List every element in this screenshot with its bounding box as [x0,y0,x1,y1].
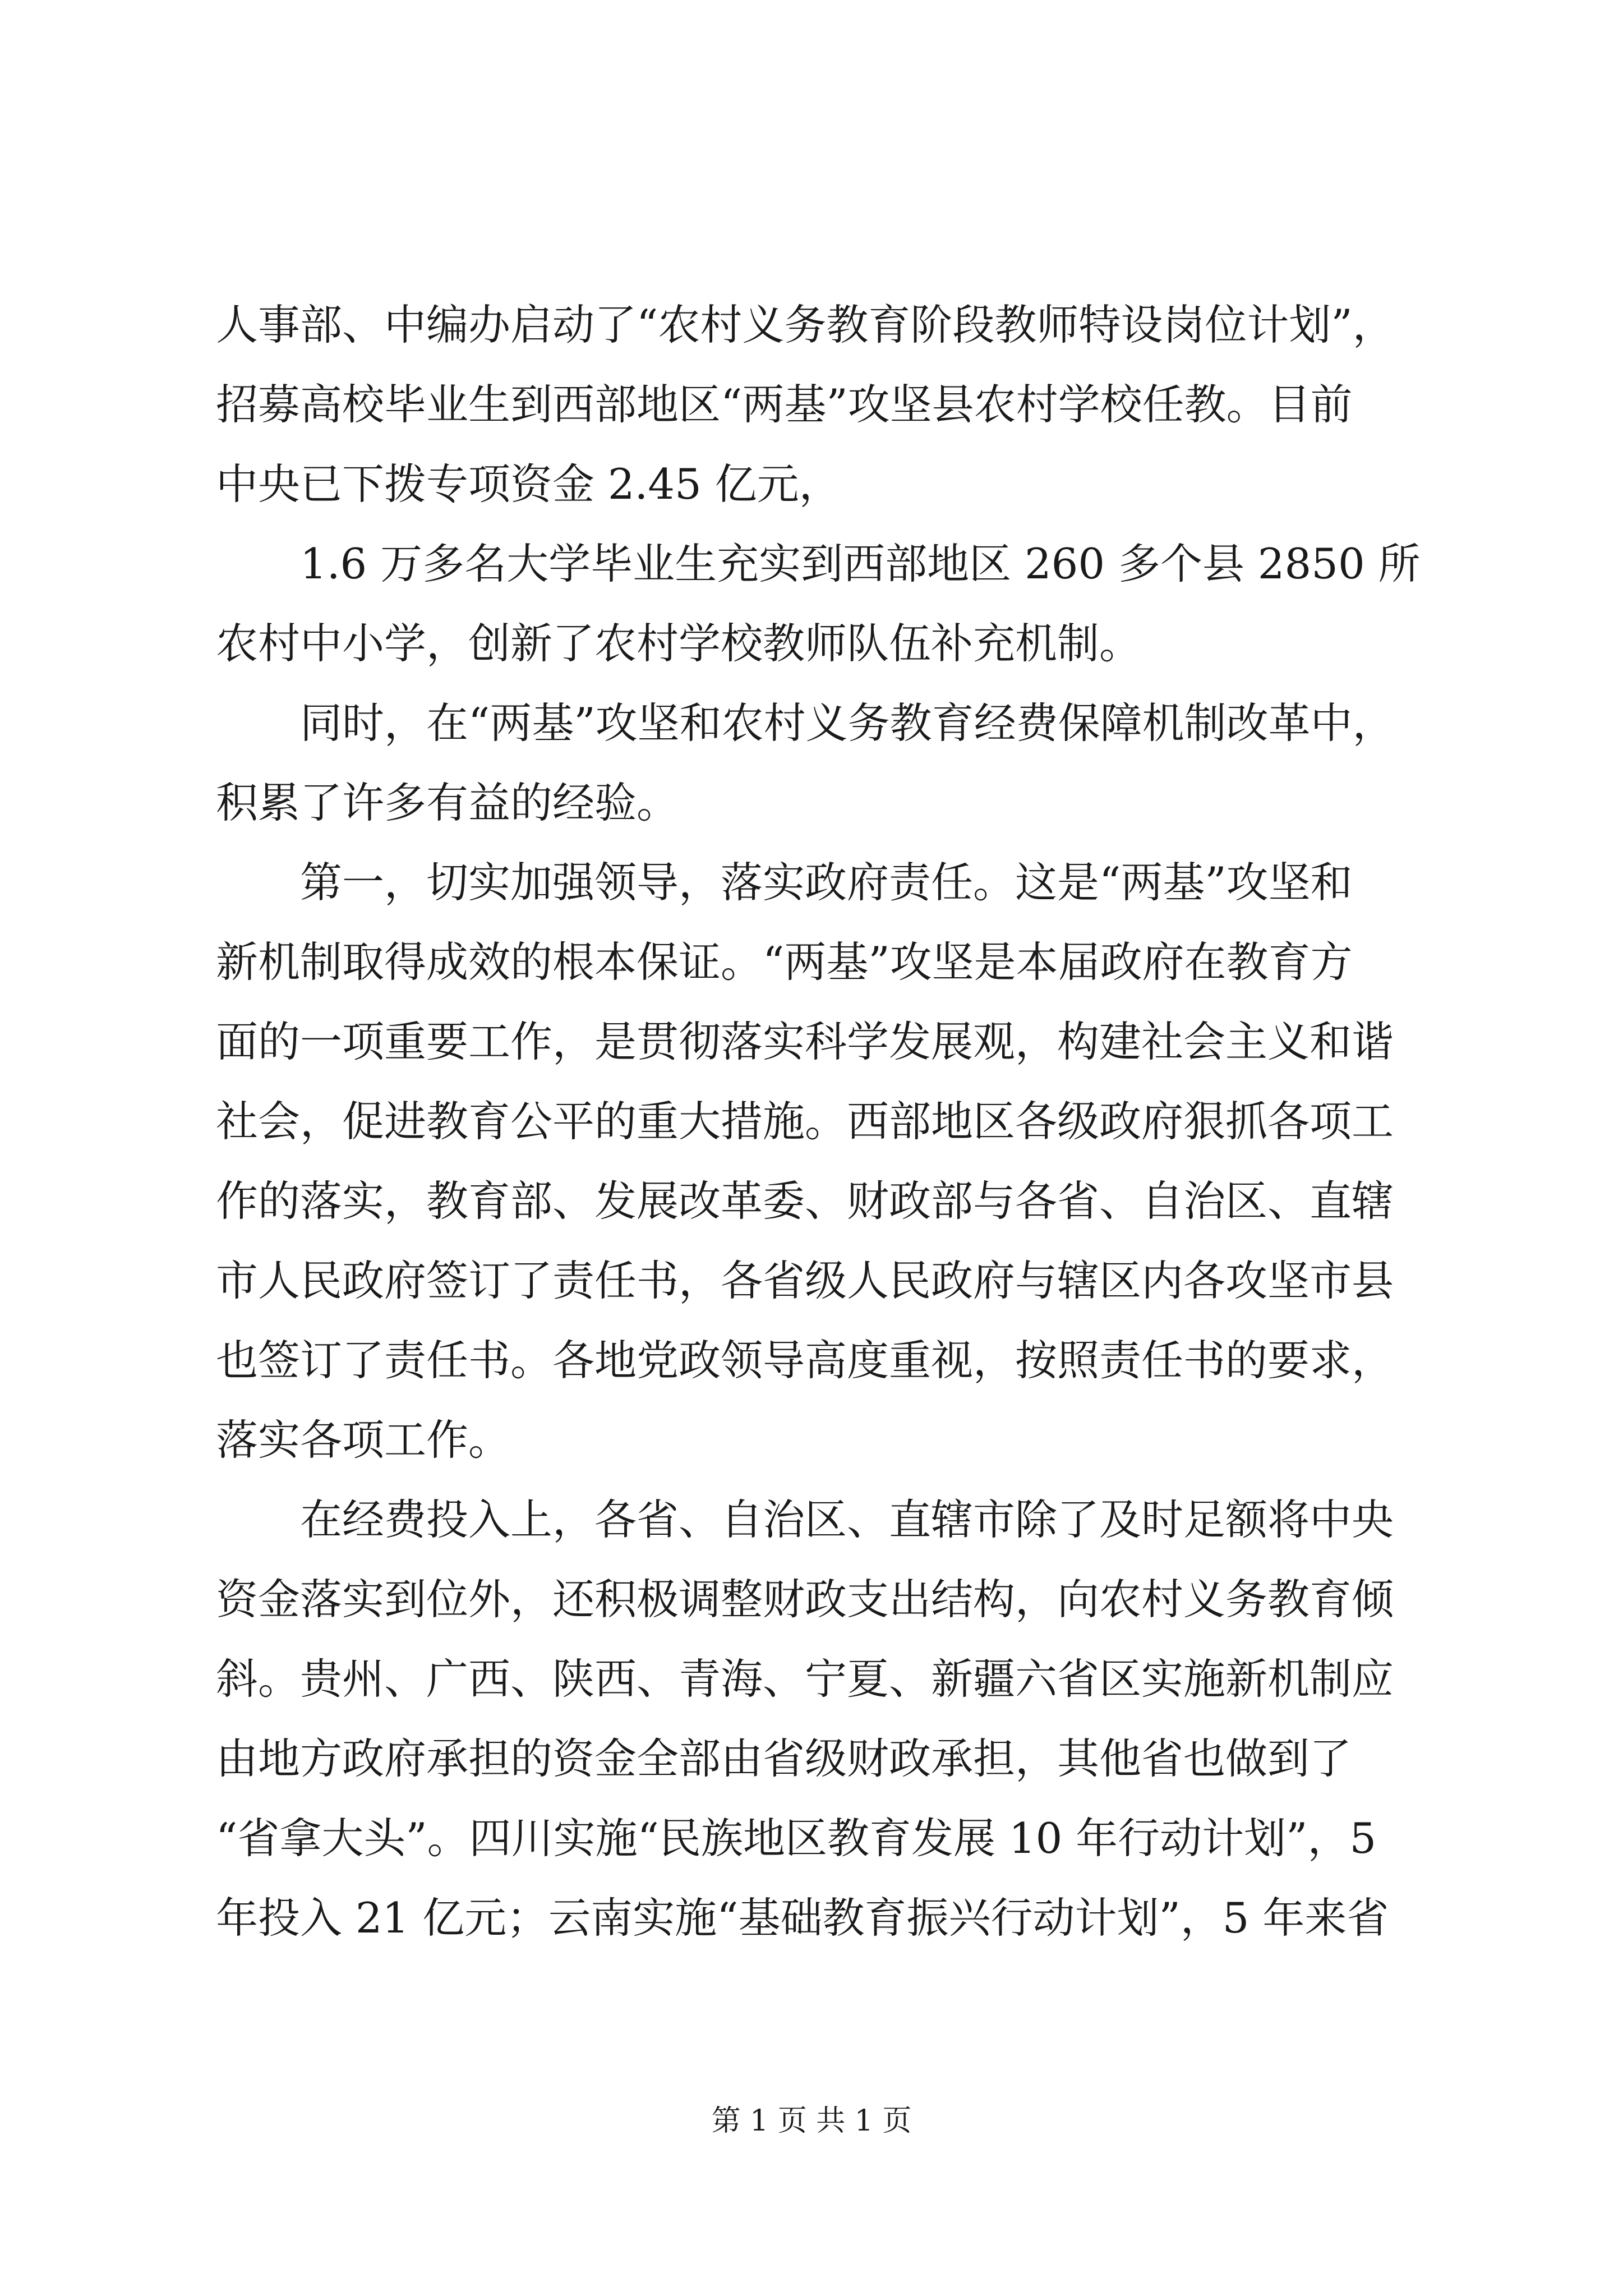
text-line: 也签订了责任书。各地党政领导高度重视，按照责任书的要求， [216,1336,1394,1385]
page-footer: 第 1 页 共 1 页 [711,2104,912,2138]
text-line: 人事部、中编办启动了“农村义务教育阶段教师特设岗位计划”， [216,300,1395,349]
text-line: 落实各项工作。 [216,1415,511,1465]
text-line: 中央已下拨专项资金 2.45 亿元， [216,459,841,509]
text-line: 新机制取得成效的根本保证。“两基”攻坚是本届政府在教育方 [216,937,1353,987]
body-text [216,285,1421,1958]
text-line: “省拿大头”。四川实施“民族地区教育发展 10 年行动计划”，5 [216,1814,1377,1863]
text-line: 农村中小学，创新了农村学校教师队伍补充机制。 [216,619,1142,668]
text-line: 社会，促进教育公平的重大措施。西部地区各级政府狠抓各项工 [216,1097,1394,1146]
text-line: 同时，在“两基”攻坚和农村义务教育经费保障机制改革中， [216,698,1395,748]
text-line: 第一，切实加强领导，落实政府责任。这是“两基”攻坚和 [216,858,1353,907]
text-line: 面的一项重要工作，是贯彻落实科学发展观，构建社会主义和谐 [216,1017,1394,1066]
text-line: 作的落实，教育部、发展改革委、财政部与各省、自治区、直辖 [216,1176,1394,1226]
text-line: 1.6 万多名大学毕业生充实到西部地区 260 多个县 2850 所 [216,539,1421,588]
text-line: 积累了许多有益的经验。 [216,778,679,827]
text-line: 斜。贵州、广西、陕西、青海、宁夏、新疆六省区实施新机制应 [216,1654,1394,1704]
text-line: 资金落实到位外，还积极调整财政支出结构，向农村义务教育倾 [216,1575,1394,1624]
text-line: 由地方政府承担的资金全部由省级财政承担，其他省也做到了 [216,1734,1352,1783]
text-line: 市人民政府签订了责任书，各省级人民政府与辖区内各攻坚市县 [216,1256,1394,1305]
text-line: 招募高校毕业生到西部地区“两基”攻坚县农村学校任教。目前 [216,380,1353,429]
text-line: 年投入 21 亿元；云南实施“基础教育振兴行动计划”，5 年来省 [216,1893,1389,1943]
text-line: 在经费投入上，各省、自治区、直辖市除了及时足额将中央 [216,1495,1394,1544]
